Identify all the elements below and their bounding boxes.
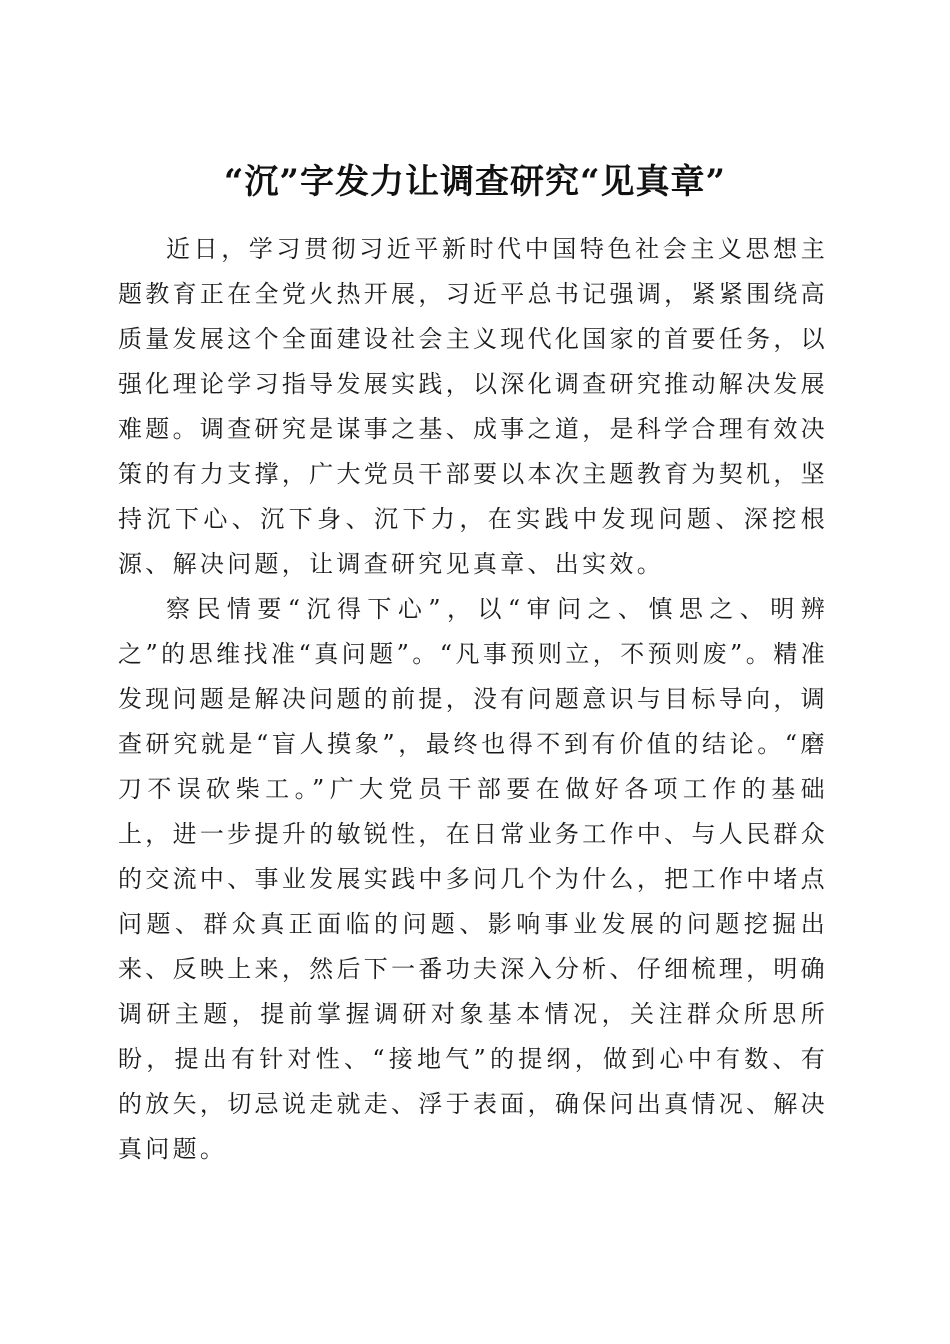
paragraph-1: 近日，学习贯彻习近平新时代中国特色社会主义思想主题教育正在全党火热开展，习近平总书记强调，紧紧围绕高质量发展这个全面建设社会主义现代化国家的首要任务，以强化理论学习指导发展实践，以深化调查研究推动解决发展难题。调查研究是谋事之基、成事之道，是科学合理有效决策的有力支撑，广大党员干部要以本次主题教育为契机，坚持沉下心、沉下身、沉下力，在实践中发现问题、深挖根源、解决问题，让调查研究见真章、出实效。 xyxy=(118,235,828,578)
document-body xyxy=(118,227,828,1172)
document-title: “沉”字发力让调查研究“见真章” xyxy=(223,161,727,202)
paragraph-2: 察民情要“沉得下心”，以“审问之、慎思之、明辨之”的思维找准“真问题”。“凡事预则立，不预则废”。精准发现问题是解决问题的前提，没有问题意识与目标导向，调查研究就是“盲人摸象”，最终也得不到有价值的结论。“磨刀不误砍柴工。”广大党员干部要在做好各项工作的基础上，进一步提升的敏锐性，在日常业务工作中、与人民群众的交流中、事业发展实践中多问几个为什么，把工作中堵点问题、群众真正面临的问题、影响事业发展的问题挖掘出来、反映上来，然后下一番功夫深入分析、仔细梳理，明确调研主题，提前掌握调研对象基本情况，关注群众所思所盼，提出有针对性、“接地气”的提纲，做到心中有数、有的放矢，切忌说走就走、浮于表面，确保问出真情况、解决真问题。 xyxy=(118,595,828,1163)
